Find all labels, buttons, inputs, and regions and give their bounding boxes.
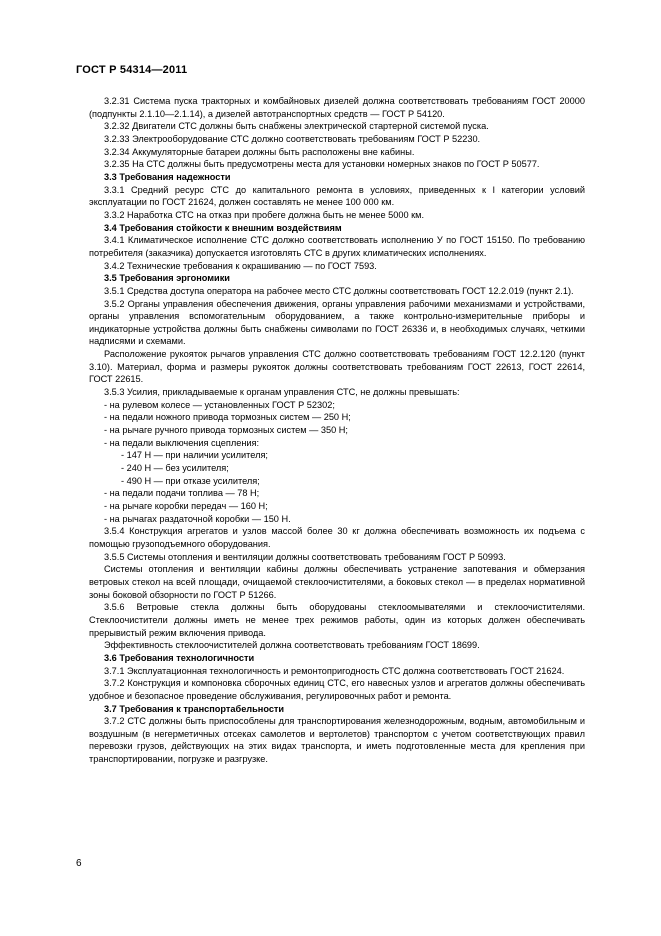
paragraph: 3.3.1 Средний ресурс СТС до капитального ремонта в условиях, приведенных к I категории условий эксплуатации по ГОСТ 21624, должен составлять не менее 100 000 км. [89, 184, 585, 208]
section-heading: 3.4 Требования стойкости к внешним воздействиям [104, 222, 342, 233]
list-item: - на рычаге ручного привода тормозных систем — 350 Н; [104, 425, 348, 436]
paragraph: 3.7.1 Эксплуатационная технологичность и ремонтопригодность СТС должна соответствовать ГОСТ 21624. [104, 665, 565, 676]
paragraph: 3.5.4 Конструкция агрегатов и узлов массой более 30 кг должна обеспечивать возможность их подъема с помощью грузоподъемного оборудования. [89, 526, 585, 549]
list-item: - на рычаге коробки передач — 160 Н; [104, 501, 268, 511]
section-heading: 3.5 Требования эргономики [104, 273, 230, 284]
paragraph: Расположение рукояток рычагов управления СТС должно соответствовать требованиям ГОСТ 12.2.120 (пункт 3.10). Материал, форма и размеры рукояток должны соответствовать требованиям ГОСТ 22613, ГОСТ 22614, ГОСТ 22615. [89, 349, 585, 385]
paragraph: 3.2.34 Аккумуляторные батареи должны быть расположены вне кабины. [104, 146, 415, 157]
list-item: - 240 Н — без усилителя; [121, 463, 229, 474]
paragraph: 3.2.31 Система пуска тракторных и комбайновых дизелей должна соответствовать требованиям ГОСТ 20000 (подпункты 2.1.10—2.1.14), а дизелей автотранспортных средств — ГОСТ Р 54120. [89, 96, 585, 119]
paragraph: 3.3.2 Наработка СТС на отказ при пробеге должна быть не менее 5000 км. [104, 209, 425, 220]
paragraph: 3.2.32 Двигатели СТС должны быть снабжены электрической стартерной системой пуска. [104, 121, 489, 132]
paragraph: 3.4.2 Технические требования к окрашиванию — по ГОСТ 7593. [104, 260, 377, 271]
list-item: - на рулевом колесе — установленных ГОСТ Р 52302; [104, 399, 335, 410]
list-item: - на педали подачи топлива — 78 Н; [104, 488, 260, 499]
paragraph: 3.7.2 Конструкция и компоновка сборочных единиц СТС, его навесных узлов и агрегатов должны обеспечивать удобное и безопасное проведение обслуживания, регулировочных работ и ремонта. [89, 678, 585, 701]
paragraph: 3.2.33 Электрооборудование СТС должно соответствовать требованиям ГОСТ Р 52230. [104, 133, 481, 144]
paragraph: 3.4.1 Климатическое исполнение СТС должно соответствовать исполнению У по ГОСТ 15150. По требованию потребителя (заказчика) допускается изготовлять СТС в других климатических исполнениях. [89, 235, 585, 258]
section-heading: 3.6 Требования технологичности [104, 652, 255, 663]
section-heading: 3.7 Требования к транспортабельности [104, 703, 285, 714]
paragraph: 3.5.2 Органы управления обеспечения движения, органы управления рабочими механизмами и устройствами, органы управления вспомогательным оборудованием, а также контрольно-измерительные приборы и индикаторные устройства должны быть снабжены символами по ГОСТ 26336 и, в необходимых случаях, четкими надписями и схемами. [89, 298, 585, 347]
list-item: - на педали ножного привода тормозных систем — 250 Н; [104, 412, 351, 423]
paragraph: 3.5.6 Ветровые стекла должны быть оборудованы стеклоомывателями и стеклоочистителями. Стеклоочистители должны иметь не менее трех режимов работы, один из которых должен обеспечивать прерывистый режим включения привода. [89, 602, 585, 638]
page-number: 6 [76, 858, 82, 869]
paragraph: Системы отопления и вентиляции кабины должны обеспечивать устранение запотевания и обмерзания ветровых стекол на всей площади, очищаемой стеклоочистителями, а боковых стекол — в пределах нормативной зоны боковой обзорности по ГОСТ Р 51266. [89, 564, 585, 600]
section-heading: 3.3 Требования надежности [104, 171, 231, 182]
list-item: - 490 Н — при отказе усилителя; [121, 475, 260, 486]
list-item: - 147 Н — при наличии усилителя; [121, 450, 268, 461]
paragraph: 3.2.35 На СТС должны быть предусмотрены места для установки номерных знаков по ГОСТ Р 50577. [104, 159, 540, 170]
paragraph: 3.5.5 Системы отопления и вентиляции должны соответствовать требованиям ГОСТ Р 50993. [104, 551, 506, 562]
paragraph: 3.5.3 Усилия, прикладываемые к органам управления СТС, не должны превышать: [104, 387, 460, 398]
paragraph: Эффективность стеклоочистителей должна соответствовать требованиям ГОСТ 18699. [104, 640, 480, 651]
document-body [89, 95, 585, 766]
list-item: - на рычагах раздаточной коробки — 150 Н. [104, 513, 291, 524]
document-header: ГОСТ Р 54314—2011 [76, 64, 188, 76]
paragraph: 3.7.2 СТС должны быть приспособлены для транспортирования железнодорожным, водным, автомобильным и воздушным (в негерметичных отсеках самолетов и вертолетов) транспортом с учетом соответствующих правил перевозки грузов, действующих на этих видах транспорта, и иметь подготовленные места для крепления при транспортировании, погрузке и разгрузке. [89, 716, 585, 765]
list-item: - на педали выключения сцепления: [104, 437, 260, 448]
paragraph: 3.5.1 Средства доступа оператора на рабочее место СТС должны соответствовать ГОСТ 12.2.019 (пункт 2.1). [104, 285, 574, 296]
